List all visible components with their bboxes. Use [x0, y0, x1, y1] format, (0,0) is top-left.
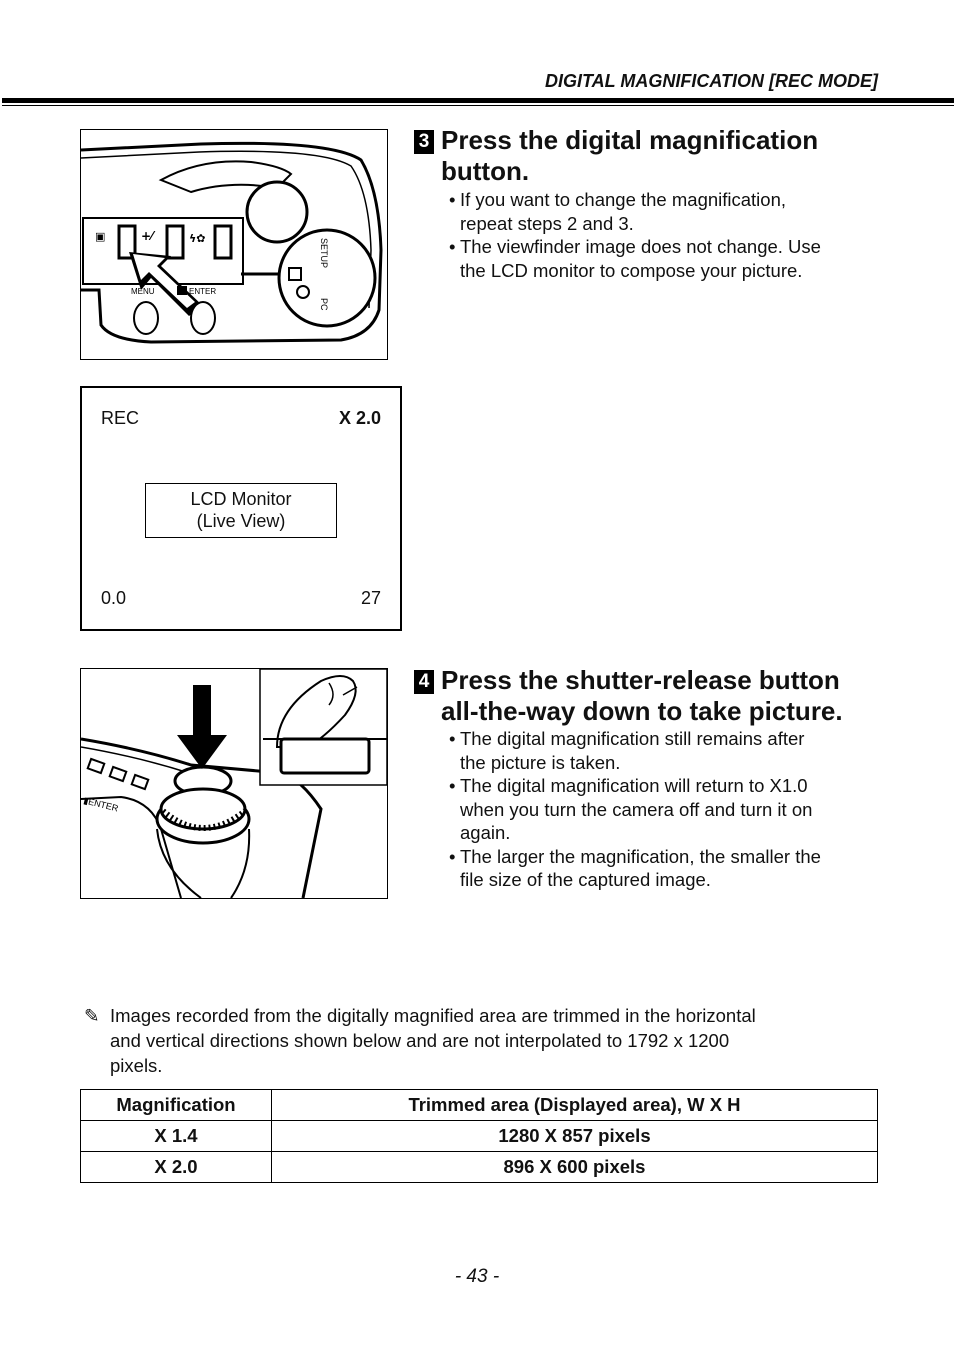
table-header-row [81, 1090, 878, 1121]
step-3-title-line2: button. [441, 156, 530, 186]
step-3-bullets [449, 188, 821, 282]
step-4-number: 4 [414, 670, 434, 694]
table-cell-magnification: X 1.4 [81, 1121, 272, 1152]
lcd-live-view-placeholder [145, 483, 337, 538]
step-3-heading [414, 125, 818, 187]
camera-back-drawing [81, 130, 387, 359]
table-row [81, 1152, 878, 1183]
table-header-trimmed-area: Trimmed area (Displayed area), W X H [272, 1090, 878, 1121]
step-4-bullet-3: • The larger the magnification, the smaller the file size of the captured image. [449, 845, 821, 892]
note-line3: pixels. [110, 1055, 163, 1076]
step-3-bullet-2: • The viewfinder image does not change. Use the LCD monitor to compose your picture. [449, 235, 821, 282]
svg-text:▣: ▣ [95, 230, 106, 243]
enter-label: ▮ENTER [82, 795, 120, 814]
step-4-heading [414, 665, 843, 727]
note-line1: Images recorded from the digitally magnified area are trimmed in the horizontal [110, 1005, 756, 1026]
step-3-number: 3 [414, 130, 434, 154]
note-block [84, 1003, 874, 1078]
header-rule-thin [2, 105, 954, 106]
lcd-placeholder-line1: LCD Monitor [190, 489, 292, 509]
svg-text:ϟ✿: ϟ✿ [189, 232, 206, 245]
lcd-placeholder-line2: (Live View) [196, 511, 286, 531]
lcd-ev: 0.0 [101, 588, 127, 608]
note-line2: and vertical directions shown below and are not interpolated to 1792 x 1200 [110, 1030, 730, 1051]
magnification-table [80, 1089, 878, 1183]
menu-label: MENU [131, 287, 155, 296]
step-4-bullet-2: • The digital magnification will return to X1.0 when you turn the camera off and turn it on again. [449, 774, 821, 845]
svg-text:ENTER: ENTER [189, 287, 217, 296]
camera-back-illustration [80, 129, 388, 360]
table-cell-magnification: X 2.0 [81, 1152, 272, 1183]
svg-text:PC: PC [319, 298, 329, 311]
table-cell-trimmed-area: 1280 X 857 pixels [272, 1121, 878, 1152]
pencil-icon: ✎ [84, 1005, 100, 1026]
svg-text:SETUP: SETUP [319, 238, 329, 269]
table-cell-trimmed-area: 896 X 600 pixels [272, 1152, 878, 1183]
step-4-bullets [449, 727, 821, 892]
lcd-frames: 27 [360, 588, 381, 608]
page-number: - 43 - [454, 1266, 500, 1287]
step-4-title-line2: all-the-way down to take picture. [441, 696, 843, 726]
header-rule-thick [2, 98, 954, 103]
step-4-title-line1: Press the shutter-release button [441, 665, 840, 695]
camera-top-illustration [80, 668, 388, 899]
step-3-title-line1: Press the digital magnification [441, 125, 819, 155]
table-header-magnification: Magnification [81, 1090, 272, 1121]
step-3-bullet-1: • If you want to change the magnification, repeat steps 2 and 3. [449, 188, 821, 235]
lcd-monitor-preview [80, 386, 402, 631]
lcd-mode: REC [101, 408, 140, 428]
lcd-zoom: X 2.0 [338, 408, 381, 428]
svg-text:+⁄: +⁄ [141, 229, 154, 243]
step-4-bullet-1: • The digital magnification still remains after the picture is taken. [449, 727, 821, 774]
running-header: DIGITAL MAGNIFICATION [REC MODE] [545, 71, 878, 91]
camera-top-drawing [81, 669, 387, 898]
table-row [81, 1121, 878, 1152]
